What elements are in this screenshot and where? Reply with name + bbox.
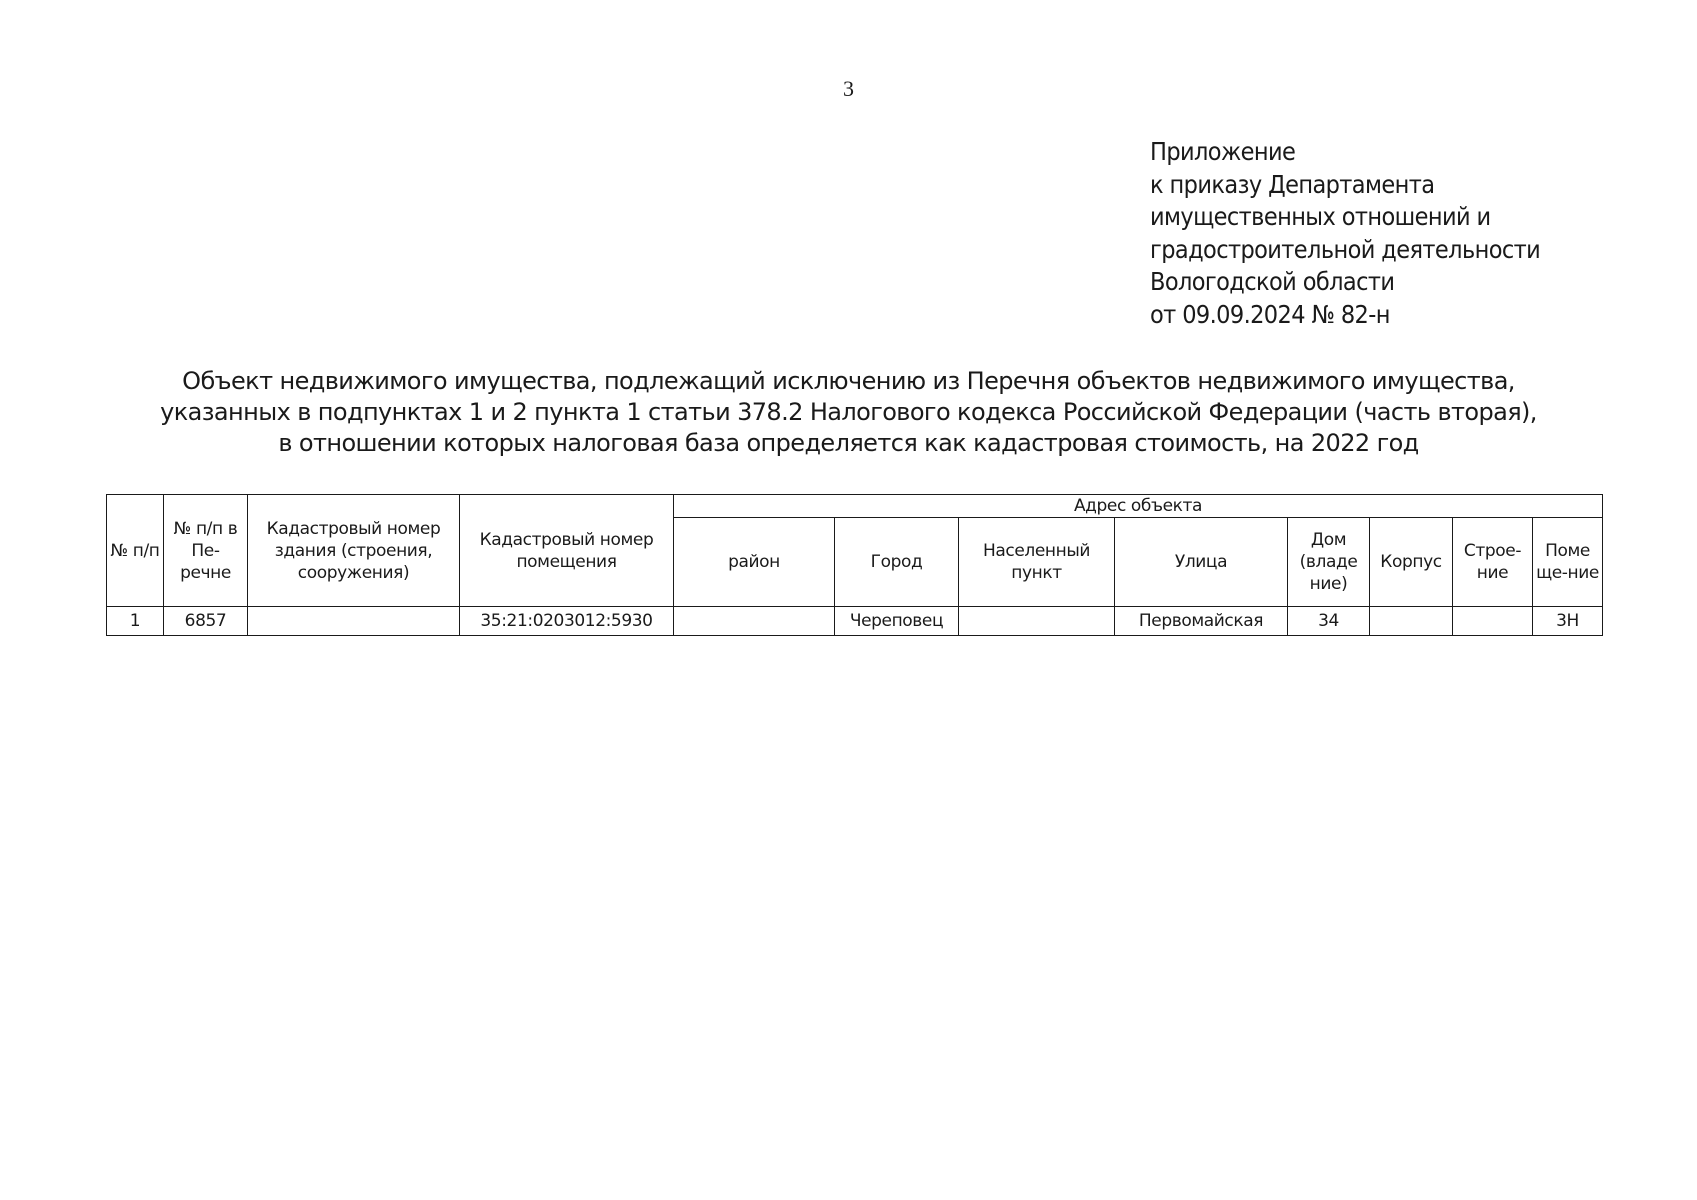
header-building-cadastral: Кадастровый номер здания (строения, сооружения)	[248, 495, 460, 607]
cell-premises: 3Н	[1533, 607, 1603, 636]
header-building: Строе-ние	[1453, 518, 1533, 607]
cell-house: 34	[1288, 607, 1370, 636]
header-locality: Населенный пункт	[959, 518, 1115, 607]
header-district: район	[674, 518, 835, 607]
header-premises: Поме ще-ние	[1533, 518, 1603, 607]
cell-block	[1370, 607, 1453, 636]
property-table	[106, 494, 1603, 636]
heading-line: указанных в подпунктах 1 и 2 пункта 1 статьи 378.2 Налогового кодекса Российской Федерации (часть вторая),	[160, 398, 1537, 426]
cell-building-cadastral	[248, 607, 460, 636]
heading-line: Объект недвижимого имущества, подлежащий исключению из Перечня объектов недвижимого имущества,	[182, 367, 1515, 395]
cell-city: Череповец	[835, 607, 959, 636]
appendix-line: имущественных отношений и	[1150, 202, 1491, 231]
cell-list-number: 6857	[164, 607, 248, 636]
table-row	[107, 607, 1603, 636]
page-number: 3	[843, 76, 854, 101]
cell-locality	[959, 607, 1115, 636]
appendix-line: градостроительной деятельности	[1150, 234, 1541, 264]
header-address-group: Адрес объекта	[674, 495, 1603, 518]
header-list-number: № п/п в Пе-речне	[164, 495, 248, 607]
header-row-number: № п/п	[107, 495, 164, 607]
cell-premises-cadastral: 35:21:0203012:5930	[460, 607, 674, 636]
appendix-block	[1150, 136, 1540, 331]
table-header-row	[107, 495, 1603, 518]
cell-district	[674, 607, 835, 636]
cell-street: Первомайская	[1115, 607, 1288, 636]
document-heading	[0, 366, 1697, 459]
header-house: Дом (владе ние)	[1288, 518, 1370, 607]
header-premises-cadastral: Кадастровый номер помещения	[460, 495, 674, 607]
appendix-date-number: от 09.09.2024 № 82-н	[1150, 299, 1390, 329]
appendix-line: к приказу Департамента	[1150, 169, 1435, 199]
header-street: Улица	[1115, 518, 1288, 607]
header-city: Город	[835, 518, 959, 607]
heading-line: в отношении которых налоговая база определяется как кадастровая стоимость, на 2022 год	[278, 429, 1419, 457]
cell-row-number: 1	[107, 607, 164, 636]
appendix-line: Приложение	[1150, 137, 1296, 166]
appendix-line: Вологодской области	[1150, 267, 1395, 296]
cell-building	[1453, 607, 1533, 636]
header-block: Корпус	[1370, 518, 1453, 607]
